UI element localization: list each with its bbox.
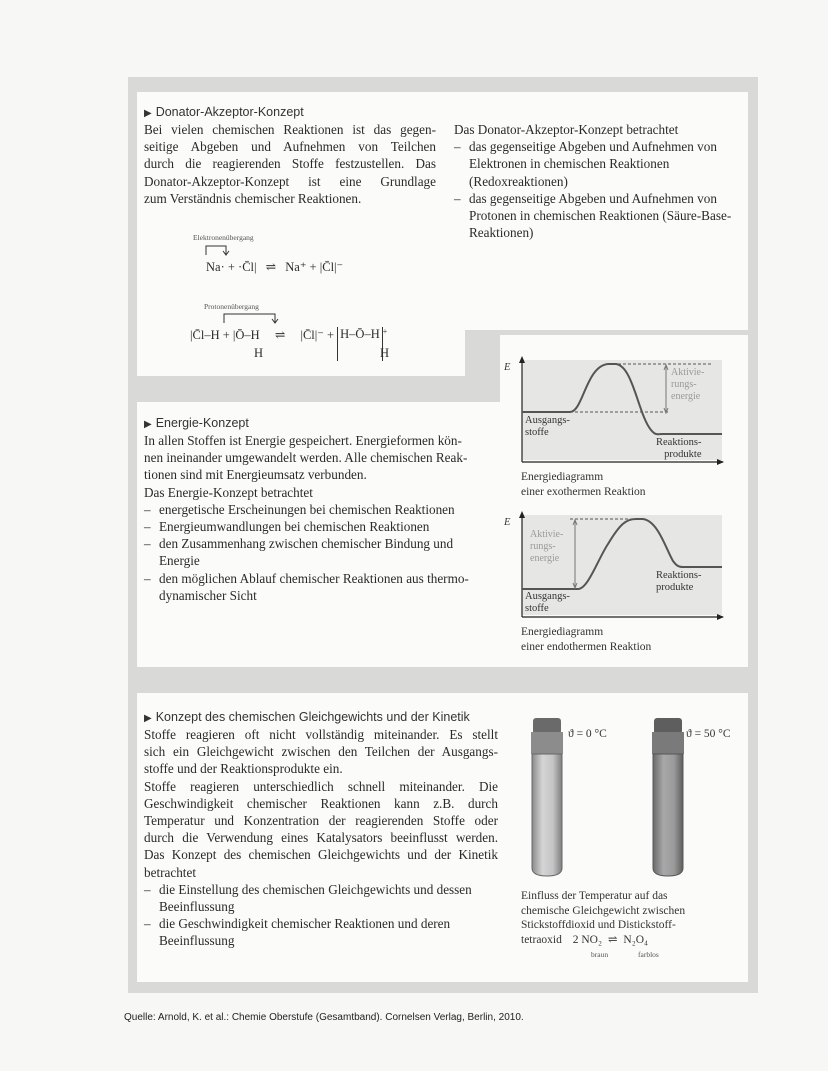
test-tube-warm-icon [648,718,688,878]
energie-list [144,501,484,604]
label-line: Aktivie- [671,367,705,378]
tube1-temperature-label: ϑ = 0 °C [568,728,607,740]
caption-line: Einfluss der Temperatur auf das [521,890,668,902]
products-label [656,570,702,594]
oxonium-h: H [380,346,390,360]
label-line: Reaktions- [656,437,702,448]
gleichgewicht-heading [144,709,470,727]
label-line: produkte [656,582,694,593]
equation1-right: Na⁺ + |C̄l|⁻ [285,260,344,274]
caption-line: chemische Gleichgewicht zwischen [521,904,686,917]
oxonium-formula: H–Ō–H [340,327,380,341]
equilibrium-arrow-icon: ⇌ [607,933,618,946]
list-item: – die Einstellung des chemischen Gleichgewichts und dessen Beeinflussung [144,881,484,915]
reaction-left: 2 NO₂ [572,933,602,946]
text-line: Donator-Akzeptor-Konzept ist eine Grundlage [144,173,436,189]
label-line: energie [530,553,560,564]
caption-reaction-line [521,933,685,948]
label-line: Ausgangs- [525,415,570,426]
exothermic-caption [521,470,646,499]
text-line: Das Konzept des chemischen Gleichgewichts und der Kinetik [144,847,498,863]
energie-text [144,432,504,604]
equation2 [190,327,390,361]
test-tube-cold-icon [527,718,567,878]
donator-heading-text: Donator-Akzeptor-Konzept [155,105,304,119]
text-line: durch die Verwendung eines Katalysators beeinflusst werden. [144,830,498,846]
triangle-bullet-icon: ▶ [144,713,152,724]
donator-paragraph [144,121,436,207]
text-line: seitige Abgeben und Aufnehmen von Teilchen [144,139,436,155]
text-line: In allen Stoffen ist Energie gespeichert. Energieformen kön- [144,433,462,448]
label-line: Aktivie- [530,529,564,540]
equation1 [206,259,343,275]
equation2-label: Protonenübergang [204,302,259,311]
equation1-label: Elektronenübergang [193,233,254,242]
label-line: Ausgangs- [525,591,570,602]
equation2-left: |C̄l–H + |Ō–H [190,328,260,343]
equilibrium-arrow-icon: ⇌ [274,328,286,343]
donator-right-column [454,121,744,241]
caption-line: einer endothermen Reaktion [521,640,652,653]
label-line: produkte [664,449,702,460]
energie-heading [144,415,249,433]
charge-sign: + [382,327,388,336]
brown-note: braun [591,950,609,959]
gleichgewicht-heading-text: Konzept des chemischen Gleichgewichts und der Kinetik [155,710,470,724]
tube-caption [521,889,685,947]
transfer-arrow-icon [204,243,234,257]
source-citation: Quelle: Arnold, K. et al.: Chemie Oberstufe (Gesamtband). Cornelsen Verlag, Berlin, 2010. [124,1012,524,1023]
text-line: Temperatur und Konzentration der reagierenden Stoffe oder [144,813,498,829]
exothermic-diagram [504,354,723,469]
start-substances-label [525,591,570,615]
activation-energy-label [671,367,704,403]
caption-line: Stickstoffdioxid und Distickstoff- [521,919,676,931]
text-line: zum Verständnis chemischer Reaktionen. [144,190,362,206]
caption-line: Energiediagramm [521,626,604,638]
donator-right-intro: Das Donator-Akzeptor-Konzept betrachtet [454,122,679,137]
list-item: – das gegenseitige Abgeben und Aufnehmen von Elektronen in chemischen Reaktionen (Redoxreaktionen) [454,138,744,190]
tube2-temperature-label: ϑ = 50 °C [686,728,731,740]
text-line: Geschwindigkeit chemischer Reaktionen kann z.B. durch [144,795,498,811]
label-line: rungs- [671,379,697,390]
oxonium-bracket [337,327,383,361]
start-substances-label [525,415,570,439]
label-line: energie [671,391,701,402]
equation1-left: Na· + ·C̄l| [206,260,257,274]
text-line: Bei vielen chemischen Reaktionen ist das gegen- [144,122,436,137]
caption-line: tetraoxid [521,933,562,946]
colorless-note: farblos [638,950,659,959]
text-line: tionen sind mit Energieumsatz verbunden. [144,467,367,483]
equation2-right: |C̄l|⁻ + [300,328,335,343]
energy-axis-label: E [504,517,511,528]
gleichgewicht-text [144,726,498,950]
label-line: Reaktions- [656,570,702,581]
text-line: durch die reagierenden Stoffe festzustellen. Das [144,156,436,172]
label-line: stoffe [525,427,549,438]
gleichgewicht-list [144,881,484,950]
endothermic-caption [521,625,651,654]
caption-line: Energiediagramm [521,471,604,483]
triangle-bullet-icon: ▶ [144,419,152,430]
text-line: nen ineinander umgewandelt werden. Alle chemischen Reak- [144,450,468,466]
list-item: – energetische Erscheinungen bei chemischen Reaktionen [144,501,484,518]
donator-heading [144,104,304,122]
label-line: stoffe [525,603,549,614]
reaction-right: N₂O₄ [623,933,649,946]
list-item: – das gegenseitige Abgeben und Aufnehmen von Protonen in chemischen Reaktionen (Säure-Base-Reaktionen) [454,190,744,242]
energie-heading-text: Energie-Konzept [155,416,249,430]
text-line: Stoffe reagieren unterschiedlich schnell miteinander. Die [144,778,498,794]
text-line: betrachtet [144,864,196,880]
equilibrium-arrow-icon: ⇌ [265,260,277,274]
endothermic-diagram [504,509,723,624]
activation-energy-label [530,529,563,565]
text-line: sich ein Gleichgewicht zwischen den Teilchen der Ausgangs- [144,744,498,760]
energie-intro: Das Energie-Konzept betrachtet [144,484,313,500]
triangle-bullet-icon: ▶ [144,108,152,119]
list-item: – Energieumwandlungen bei chemischen Reaktionen [144,518,484,535]
list-item: – den möglichen Ablauf chemischer Reaktionen aus thermo-dynamischer Sicht [144,570,484,604]
list-item: – die Geschwindigkeit chemischer Reaktionen und deren Beeinflussung [144,915,484,949]
products-label [656,437,702,461]
caption-line: einer exothermen Reaktion [521,485,646,498]
text-line: Stoffe reagieren oft nicht vollständig miteinander. Es stellt [144,727,498,742]
water-h: H [254,346,264,360]
label-line: rungs- [530,541,556,552]
text-line: stoffe und der Reaktionsprodukte ein. [144,761,343,777]
donator-list [454,138,744,241]
transfer-arrow-icon [222,311,282,325]
list-item: – den Zusammenhang zwischen chemischer Bindung und Energie [144,535,484,569]
energy-axis-label: E [504,362,511,373]
